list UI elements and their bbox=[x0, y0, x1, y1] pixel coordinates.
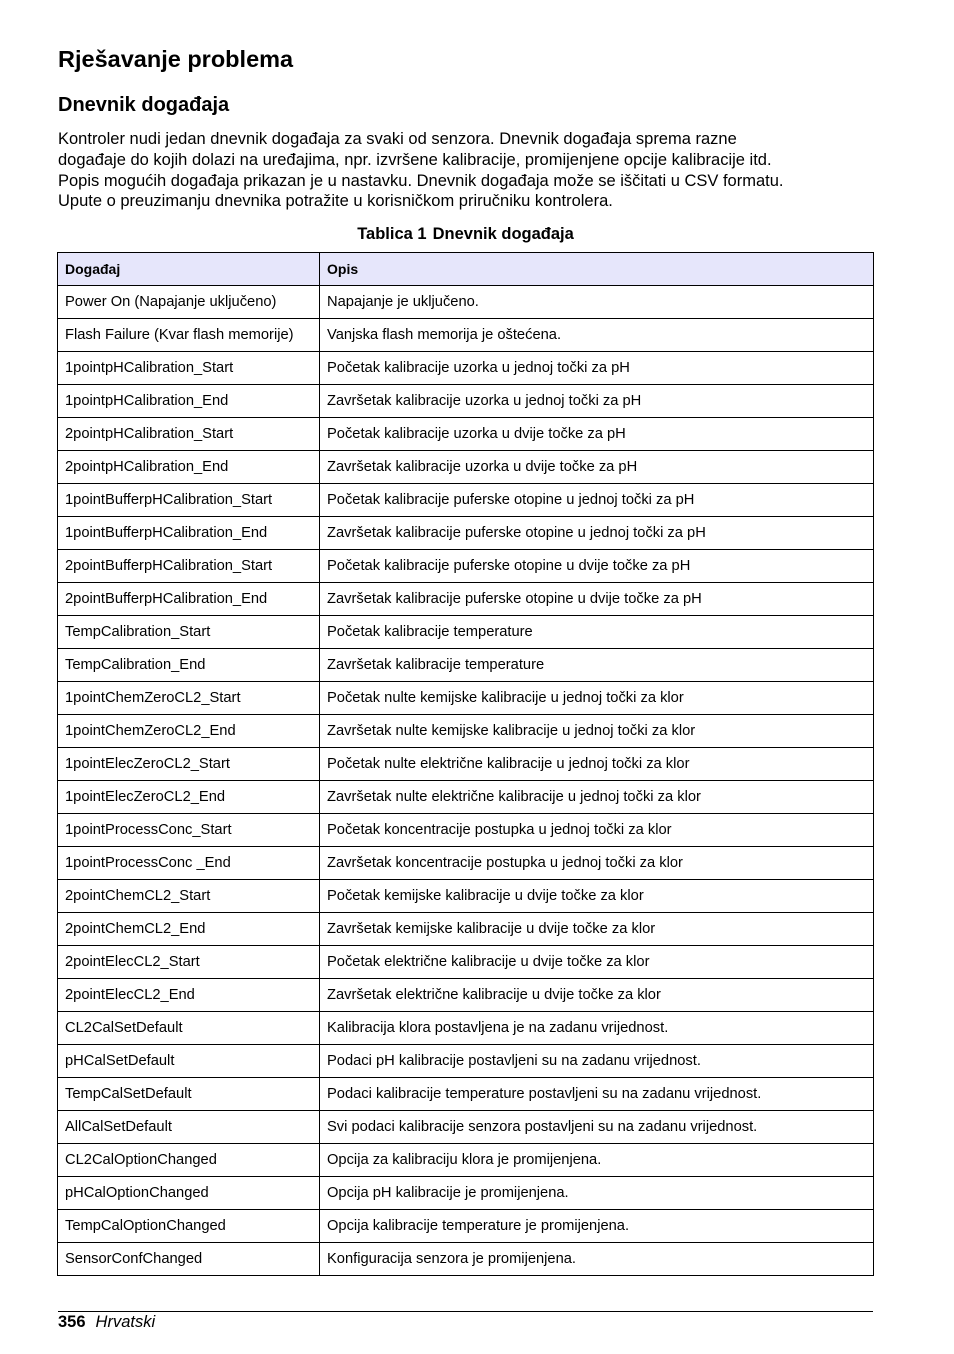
table-row bbox=[58, 484, 874, 517]
event-name-cell: pHCalOptionChanged bbox=[58, 1177, 320, 1210]
paragraph-line: Kontroler nudi jedan dnevnik događaja za svaki od senzora. Dnevnik događaja sprema razne bbox=[58, 130, 737, 148]
table-row bbox=[58, 913, 874, 946]
paragraph-line: Popis mogućih događaja prikazan je u nastavku. Dnevnik događaja može se iščitati u CSV formatu. bbox=[58, 171, 784, 190]
paragraph-line: Upute o preuzimanju dnevnika potražite u korisničkom priručniku kontrolera. bbox=[58, 192, 613, 211]
event-description-cell: Opcija kalibracije temperature je promijenjena. bbox=[320, 1210, 874, 1243]
event-name-cell: AllCalSetDefault bbox=[58, 1111, 320, 1144]
event-description-cell: Svi podaci kalibracije senzora postavljeni su na zadanu vrijednost. bbox=[320, 1111, 874, 1144]
event-name-cell: pHCalSetDefault bbox=[58, 1045, 320, 1078]
event-name-cell: 1pointChemZeroCL2_End bbox=[58, 715, 320, 748]
event-description-cell: Vanjska flash memorija je oštećena. bbox=[320, 319, 874, 352]
table-row bbox=[58, 1045, 874, 1078]
event-name-cell: TempCalSetDefault bbox=[58, 1078, 320, 1111]
table-row bbox=[58, 517, 874, 550]
column-header-description: Opis bbox=[320, 253, 874, 286]
column-header-event: Događaj bbox=[58, 253, 320, 286]
table-row bbox=[58, 715, 874, 748]
paragraph-line: događaje do kojih dolazi na uređajima, npr. izvršene kalibracije, promijenjene opcije kalibracije itd. bbox=[58, 150, 772, 169]
event-name-cell: TempCalibration_Start bbox=[58, 616, 320, 649]
event-description-cell: Podaci pH kalibracije postavljeni su na zadanu vrijednost. bbox=[320, 1045, 874, 1078]
event-name-cell: 1pointProcessConc_Start bbox=[58, 814, 320, 847]
table-row bbox=[58, 781, 874, 814]
table-row bbox=[58, 616, 874, 649]
table-row bbox=[58, 814, 874, 847]
event-description-cell: Napajanje je uključeno. bbox=[320, 286, 874, 319]
section-title: Dnevnik događaja bbox=[58, 94, 230, 116]
event-description-cell: Početak električne kalibracije u dvije točke za klor bbox=[320, 946, 874, 979]
event-name-cell: 2pointpHCalibration_Start bbox=[58, 418, 320, 451]
event-description-cell: Završetak kalibracije puferske otopine u dvije točke za pH bbox=[320, 583, 874, 616]
table-caption-title: Dnevnik događaja bbox=[432, 225, 574, 243]
event-name-cell: 2pointChemCL2_Start bbox=[58, 880, 320, 913]
event-description-cell: Završetak kalibracije uzorka u jednoj točki za pH bbox=[320, 385, 874, 418]
event-description-cell: Opcija pH kalibracije je promijenjena. bbox=[320, 1177, 874, 1210]
event-name-cell: TempCalibration_End bbox=[58, 649, 320, 682]
table-row bbox=[58, 550, 874, 583]
table-row bbox=[58, 1012, 874, 1045]
table-row bbox=[58, 979, 874, 1012]
event-description-cell: Završetak nulte kemijske kalibracije u jednoj točki za klor bbox=[320, 715, 874, 748]
intro-paragraph bbox=[58, 129, 888, 212]
event-description-cell: Podaci kalibracije temperature postavljeni su na zadanu vrijednost. bbox=[320, 1078, 874, 1111]
table-caption bbox=[58, 224, 873, 244]
event-name-cell: TempCalOptionChanged bbox=[58, 1210, 320, 1243]
event-description-cell: Završetak kalibracije puferske otopine u jednoj točki za pH bbox=[320, 517, 874, 550]
event-name-cell: 1pointProcessConc _End bbox=[58, 847, 320, 880]
table-row bbox=[58, 649, 874, 682]
table-row bbox=[58, 352, 874, 385]
event-description-cell: Završetak kemijske kalibracije u dvije točke za klor bbox=[320, 913, 874, 946]
event-name-cell: 1pointElecZeroCL2_End bbox=[58, 781, 320, 814]
event-description-cell: Početak nulte kemijske kalibracije u jednoj točki za klor bbox=[320, 682, 874, 715]
event-name-cell: 2pointElecCL2_Start bbox=[58, 946, 320, 979]
event-name-cell: CL2CalOptionChanged bbox=[58, 1144, 320, 1177]
event-name-cell: 2pointElecCL2_End bbox=[58, 979, 320, 1012]
event-name-cell: 1pointBufferpHCalibration_End bbox=[58, 517, 320, 550]
event-name-cell: Flash Failure (Kvar flash memorije) bbox=[58, 319, 320, 352]
event-description-cell: Završetak koncentracije postupka u jednoj točki za klor bbox=[320, 847, 874, 880]
table-row bbox=[58, 748, 874, 781]
table-header-row bbox=[58, 253, 874, 286]
table-row bbox=[58, 1144, 874, 1177]
event-name-cell: 1pointChemZeroCL2_Start bbox=[58, 682, 320, 715]
event-description-cell: Konfiguracija senzora je promijenjena. bbox=[320, 1243, 874, 1276]
table-body bbox=[58, 286, 874, 1276]
table-row bbox=[58, 319, 874, 352]
table-row bbox=[58, 847, 874, 880]
page-footer bbox=[58, 1312, 155, 1332]
event-description-cell: Početak kalibracije puferske otopine u jednoj točki za pH bbox=[320, 484, 874, 517]
event-name-cell: 2pointChemCL2_End bbox=[58, 913, 320, 946]
table-row bbox=[58, 1078, 874, 1111]
table-row bbox=[58, 286, 874, 319]
event-log-table bbox=[57, 252, 874, 1276]
event-description-cell: Početak kalibracije puferske otopine u dvije točke za pH bbox=[320, 550, 874, 583]
event-description-cell: Početak nulte električne kalibracije u jednoj točki za klor bbox=[320, 748, 874, 781]
event-name-cell: 2pointpHCalibration_End bbox=[58, 451, 320, 484]
table-row bbox=[58, 385, 874, 418]
event-description-cell: Početak kalibracije temperature bbox=[320, 616, 874, 649]
event-name-cell: 1pointElecZeroCL2_Start bbox=[58, 748, 320, 781]
event-description-cell: Završetak električne kalibracije u dvije točke za klor bbox=[320, 979, 874, 1012]
table-row bbox=[58, 1210, 874, 1243]
event-description-cell: Završetak kalibracije uzorka u dvije točke za pH bbox=[320, 451, 874, 484]
footer-divider bbox=[58, 1311, 873, 1312]
event-description-cell: Početak kalibracije uzorka u jednoj točki za pH bbox=[320, 352, 874, 385]
event-description-cell: Opcija za kalibraciju klora je promijenjena. bbox=[320, 1144, 874, 1177]
table-row bbox=[58, 682, 874, 715]
event-name-cell: 1pointpHCalibration_End bbox=[58, 385, 320, 418]
event-description-cell: Početak kalibracije uzorka u dvije točke za pH bbox=[320, 418, 874, 451]
footer-language: Hrvatski bbox=[95, 1313, 156, 1331]
event-name-cell: 1pointBufferpHCalibration_Start bbox=[58, 484, 320, 517]
table-row bbox=[58, 451, 874, 484]
event-description-cell: Početak koncentracije postupka u jednoj točki za klor bbox=[320, 814, 874, 847]
table-caption-label: Tablica 1 bbox=[357, 225, 427, 243]
event-description-cell: Završetak nulte električne kalibracije u jednoj točki za klor bbox=[320, 781, 874, 814]
table-row bbox=[58, 880, 874, 913]
event-name-cell: 2pointBufferpHCalibration_End bbox=[58, 583, 320, 616]
event-name-cell: 1pointpHCalibration_Start bbox=[58, 352, 320, 385]
table-row bbox=[58, 418, 874, 451]
table-row bbox=[58, 946, 874, 979]
table-row bbox=[58, 1111, 874, 1144]
event-name-cell: Power On (Napajanje uključeno) bbox=[58, 286, 320, 319]
event-name-cell: 2pointBufferpHCalibration_Start bbox=[58, 550, 320, 583]
event-description-cell: Početak kemijske kalibracije u dvije točke za klor bbox=[320, 880, 874, 913]
page-title: Rješavanje problema bbox=[58, 46, 294, 72]
table-row bbox=[58, 1177, 874, 1210]
page-number: 356 bbox=[58, 1313, 86, 1331]
table-row bbox=[58, 1243, 874, 1276]
event-name-cell: CL2CalSetDefault bbox=[58, 1012, 320, 1045]
event-description-cell: Kalibracija klora postavljena je na zadanu vrijednost. bbox=[320, 1012, 874, 1045]
event-description-cell: Završetak kalibracije temperature bbox=[320, 649, 874, 682]
table-row bbox=[58, 583, 874, 616]
event-name-cell: SensorConfChanged bbox=[58, 1243, 320, 1276]
